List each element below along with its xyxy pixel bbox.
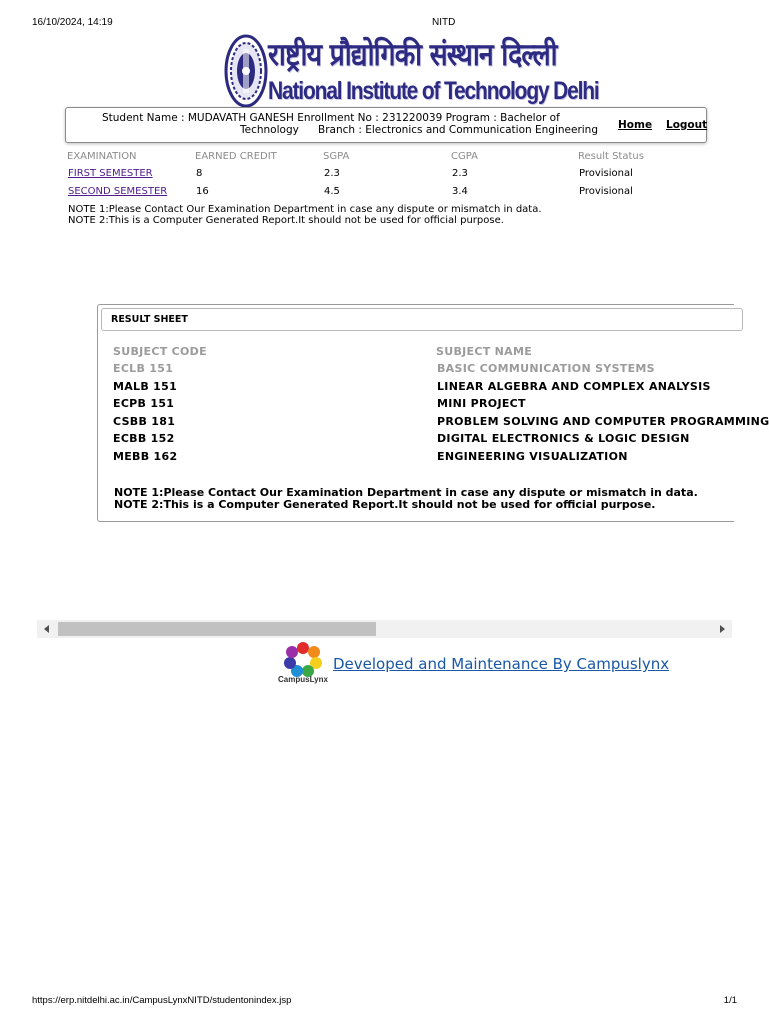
second-semester-link[interactable]: SECOND SEMESTER <box>68 186 168 197</box>
subject-name: BASIC COMMUNICATION SYSTEMS <box>437 362 655 375</box>
subject-name: MINI PROJECT <box>437 397 526 410</box>
subject-code: CSBB 181 <box>113 415 176 428</box>
horizontal-scrollbar[interactable] <box>37 620 732 638</box>
subject-name: DIGITAL ELECTRONICS & LOGIC DESIGN <box>437 432 690 445</box>
home-link[interactable]: Home <box>618 119 653 131</box>
col-header-earned-credit: EARNED CREDIT <box>195 151 277 162</box>
print-url: https://erp.nitdelhi.ac.in/CampusLynxNITD/studentonindex.jsp <box>32 995 292 1006</box>
subject-code: MALB 151 <box>113 380 178 393</box>
print-page-number: 1/1 <box>723 995 737 1006</box>
table-cell: 16 <box>196 186 209 197</box>
table-cell: Provisional <box>579 168 633 179</box>
scrollbar-thumb[interactable] <box>58 622 376 636</box>
table-cell: Provisional <box>579 186 633 197</box>
subject-name: PROBLEM SOLVING AND COMPUTER PROGRAMMING <box>437 415 769 428</box>
result-note-1: NOTE 1:Please Contact Our Examination Department in case any dispute or mismatch in data. <box>114 486 698 499</box>
student-info-panel <box>65 107 707 143</box>
student-info-line-1: Student Name : MUDAVATH GANESH Enrollment No : 231220039 Program : Bachelor of <box>102 112 560 124</box>
campuslynx-footer-link[interactable]: Developed and Maintenance By Campuslynx <box>333 655 670 673</box>
summary-note-1: NOTE 1:Please Contact Our Examination Department in case any dispute or mismatch in data. <box>68 204 542 215</box>
institute-name-english: National Institute of Technology Delhi <box>268 77 599 105</box>
result-sheet-panel <box>97 304 769 522</box>
result-sheet-title: RESULT SHEET <box>111 314 188 325</box>
result-note-2: NOTE 2:This is a Computer Generated Report.It should not be used for official purpose. <box>114 498 656 511</box>
first-semester-link[interactable]: FIRST SEMESTER <box>68 168 153 179</box>
scroll-left-arrow-icon[interactable] <box>37 620 57 638</box>
campuslynx-logo-text: CampusLynx <box>278 675 328 684</box>
summary-note-2: NOTE 2:This is a Computer Generated Report.It should not be used for official purpose. <box>68 215 504 226</box>
col-header-subject-name: SUBJECT NAME <box>436 345 533 358</box>
table-cell: 2.3 <box>452 168 468 179</box>
subject-name: ENGINEERING VISUALIZATION <box>437 450 628 463</box>
print-title: NITD <box>432 17 456 28</box>
table-cell: 4.5 <box>324 186 340 197</box>
subject-code: ECLB 151 <box>113 362 174 375</box>
result-sheet-header <box>101 308 743 331</box>
institute-name-hindi: राष्ट्रीय प्रौद्योगिकी संस्थान दिल्ली <box>268 37 557 73</box>
logout-link[interactable]: Logout <box>666 119 708 131</box>
subject-code: ECPB 151 <box>113 397 175 410</box>
campuslynx-flower-icon <box>274 642 332 676</box>
table-cell: 2.3 <box>324 168 340 179</box>
institute-emblem-icon <box>224 33 268 109</box>
subject-code: MEBB 162 <box>113 450 178 463</box>
table-cell: 3.4 <box>452 186 468 197</box>
campuslynx-logo <box>274 642 332 688</box>
print-date: 16/10/2024, 14:19 <box>32 17 113 28</box>
institute-banner <box>224 33 599 109</box>
col-header-subject-code: SUBJECT CODE <box>113 345 207 358</box>
table-cell: 8 <box>196 168 203 179</box>
subject-code: ECBB 152 <box>113 432 175 445</box>
subject-name: LINEAR ALGEBRA AND COMPLEX ANALYSIS <box>437 380 711 393</box>
col-header-examination: EXAMINATION <box>67 151 137 162</box>
student-branch: Branch : Electronics and Communication Engineering <box>318 124 599 136</box>
scroll-right-arrow-icon[interactable] <box>712 620 732 638</box>
student-program-continued: Technology <box>240 124 299 136</box>
col-header-result-status: Result Status <box>578 151 644 162</box>
col-header-sgpa: SGPA <box>323 151 350 162</box>
col-header-cgpa: CGPA <box>451 151 478 162</box>
